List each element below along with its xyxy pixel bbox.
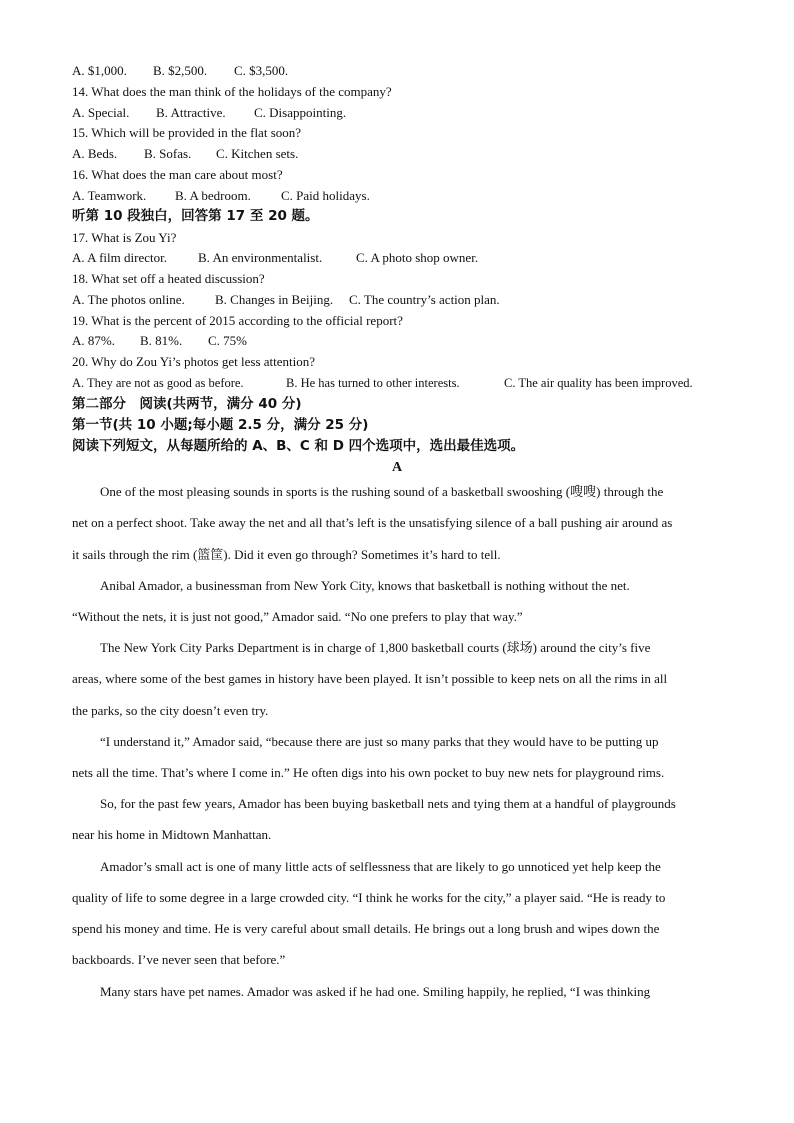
passage-line: Many stars have pet names. Amador was asked if he had one. Smiling happily, he replied, “I was thinking [100, 984, 651, 999]
passage-line: spend his money and time. He is very careful about small details. He brings out a long brush and wipes down the [72, 921, 660, 936]
q20-options [72, 375, 693, 391]
q20-option-c: C. The air quality has been improved. [504, 376, 693, 390]
passage-line: it sails through the rim (篮筐). Did it even go through? Sometimes it’s hard to tell. [72, 547, 501, 562]
q16-option-b: B. A bedroom. [175, 188, 251, 203]
q19-options [72, 333, 247, 349]
q15-options [72, 146, 298, 162]
q16-option-c: C. Paid holidays. [281, 188, 370, 203]
q13-option-a: A. $1,000. [72, 63, 127, 78]
q17-text: 17. What is Zou Yi? [72, 230, 177, 245]
q14-options [72, 105, 346, 121]
q18-option-b: B. Changes in Beijing. [215, 292, 334, 307]
passage-line: areas, where some of the best games in history have been played. It isn’t possible to keep nets on all the rims in all [72, 671, 668, 686]
q19-option-a: A. 87%. [72, 333, 115, 348]
q19-text: 19. What is the percent of 2015 according to the official report? [72, 313, 403, 328]
passage-line: “Without the nets, it is just not good,” Amador said. “No one prefers to play that way.” [72, 609, 523, 624]
passage-line: near his home in Midtown Manhattan. [72, 827, 272, 842]
q14-option-c: C. Disappointing. [254, 105, 347, 120]
q16-option-a: A. Teamwork. [72, 188, 147, 203]
q13-option-c: C. $3,500. [234, 63, 289, 78]
reading-instructions: 阅读下列短文，从每题所给的 A、B、C 和 D 四个选项中，选出最佳选项。 [72, 438, 525, 454]
passage-line: “I understand it,” Amador said, “because there are just so many parks that they would have to be putting up [100, 734, 659, 749]
q20-option-b: B. He has turned to other interests. [286, 376, 460, 390]
q15-option-b: B. Sofas. [144, 146, 192, 161]
part2-heading: 第二部分 阅读(共两节，满分 40 分) [72, 396, 302, 412]
passage-line: The New York City Parks Department is in charge of 1,800 basketball courts (球场) around the city’s five [100, 640, 651, 655]
q14-text: 14. What does the man think of the holidays of the company? [72, 84, 392, 99]
passage-line: One of the most pleasing sounds in sports is the rushing sound of a basketball swooshing (嗖嗖) through the [100, 484, 664, 499]
q18-option-a: A. The photos online. [72, 292, 185, 307]
passage-line: So, for the past few years, Amador has been buying basketball nets and tying them at a handful of playgrounds [100, 796, 676, 811]
q17-option-c: C. A photo shop owner. [356, 250, 479, 265]
passage-line: net on a perfect shoot. Take away the net and all that’s left is the unsatisfying silence of a ball pushing air around as [72, 515, 673, 530]
passage-line: the parks, so the city doesn’t even try. [72, 703, 269, 718]
q14-option-b: B. Attractive. [156, 105, 226, 120]
q18-text: 18. What set off a heated discussion? [72, 271, 265, 286]
passage-letter: A [391, 460, 403, 475]
passage-line: Amador’s small act is one of many little acts of selflessness that are likely to go unnoticed yet help keep the [100, 859, 661, 874]
q19-option-c: C. 75% [208, 333, 247, 348]
passage-line: nets all the time. That’s where I come in.” He often digs into his own pocket to buy new nets for playground rims. [72, 765, 665, 780]
q16-options [72, 188, 370, 204]
q17-options [72, 250, 478, 266]
q20-option-a: A. They are not as good as before. [72, 376, 244, 390]
q17-option-b: B. An environmentalist. [198, 250, 323, 265]
passage-line: backboards. I’ve never seen that before.” [72, 952, 286, 967]
q18-options [72, 292, 500, 308]
q17-option-a: A. A film director. [72, 250, 167, 265]
passage-line: Anibal Amador, a businessman from New York City, knows that basketball is nothing without the net. [100, 578, 630, 593]
q19-option-b: B. 81%. [140, 333, 183, 348]
q14-option-a: A. Special. [72, 105, 130, 120]
q15-option-a: A. Beds. [72, 146, 118, 161]
q18-option-c: C. The country’s action plan. [349, 292, 500, 307]
q15-text: 15. Which will be provided in the flat soon? [72, 125, 302, 140]
q13-option-b: B. $2,500. [153, 63, 208, 78]
q20-text: 20. Why do Zou Yi’s photos get less attention? [72, 354, 316, 369]
section10-heading: 听第 10 段独白，回答第 17 至 20 题。 [72, 208, 319, 224]
q13-options [72, 63, 288, 79]
section1-heading: 第一节(共 10 小题;每小题 2.5 分，满分 25 分) [72, 417, 369, 433]
q16-text: 16. What does the man care about most? [72, 167, 283, 182]
q15-option-c: C. Kitchen sets. [216, 146, 299, 161]
passage-line: quality of life to some degree in a large crowded city. “I think he works for the city,” a player said. “He is ready to [72, 890, 666, 905]
